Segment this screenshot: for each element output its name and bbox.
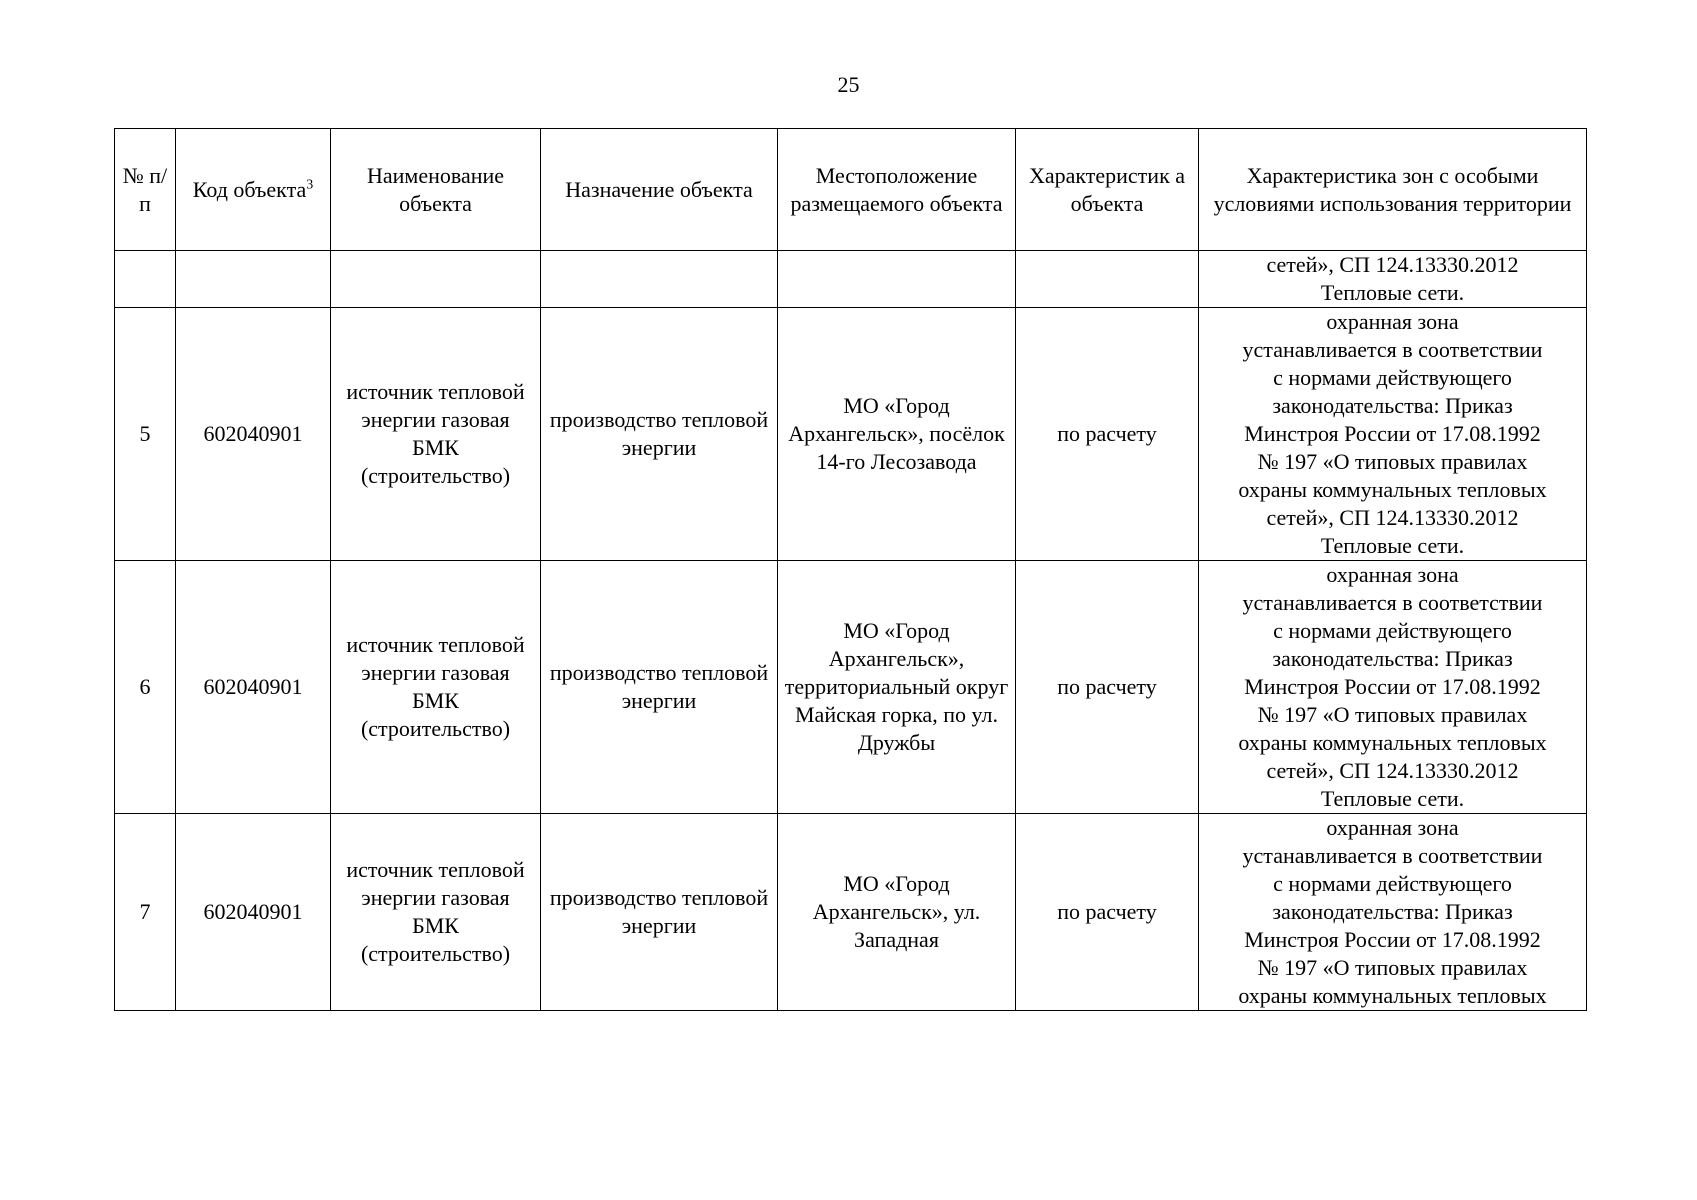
zone-line: с нормами действующего (1273, 618, 1512, 643)
zone-line: № 197 «О типовых правилах (1257, 449, 1528, 474)
zone-line: законодательства: Приказ (1272, 393, 1513, 418)
cell-name: источник тепловой энергии газовая БМК (строительство) (331, 308, 541, 561)
table-row (115, 561, 1587, 814)
cell-num (115, 251, 176, 308)
zone-line: охранная зона (1326, 309, 1459, 334)
cell-characteristic (1016, 251, 1199, 308)
cell-code: 602040901 (176, 814, 331, 1011)
cell-purpose (541, 251, 778, 308)
cell-zones (1199, 308, 1587, 561)
cell-location: МО «Город Архангельск», посёлок 14-го Лесозавода (778, 308, 1016, 561)
zone-line: Тепловые сети. (1320, 533, 1465, 558)
cell-num: 7 (115, 814, 176, 1011)
cell-purpose: производство тепловой энергии (541, 561, 778, 814)
cell-characteristic: по расчету (1016, 814, 1199, 1011)
page-number: 25 (837, 72, 860, 97)
cell-name: источник тепловой энергии газовая БМК (строительство) (331, 561, 541, 814)
zone-line: Минстроя России от 17.08.1992 (1244, 421, 1541, 446)
zone-line: устанавливается в соответствии (1242, 590, 1543, 615)
cell-location (778, 251, 1016, 308)
zone-line: сетей», СП 124.13330.2012 (1266, 252, 1519, 277)
footnote-marker: 3 (306, 177, 314, 193)
cell-characteristic: по расчету (1016, 308, 1199, 561)
cell-purpose: производство тепловой энергии (541, 814, 778, 1011)
header-characteristic: Характеристик а объекта (1016, 129, 1199, 251)
zone-line: охранная зона (1326, 562, 1459, 587)
header-num: № п/п (115, 129, 176, 251)
cell-purpose: производство тепловой энергии (541, 308, 778, 561)
cell-code: 602040901 (176, 561, 331, 814)
cell-code (176, 251, 331, 308)
header-zones: Характеристика зон с особыми условиями использования территории (1199, 129, 1587, 251)
zone-line: Минстроя России от 17.08.1992 (1244, 927, 1541, 952)
cell-name: источник тепловой энергии газовая БМК (строительство) (331, 814, 541, 1011)
zone-line: охраны коммунальных тепловых (1238, 730, 1547, 755)
zone-line: охраны коммунальных тепловых (1238, 983, 1547, 1008)
header-code-label: Код объекта (192, 176, 307, 202)
zone-line: Минстроя России от 17.08.1992 (1244, 674, 1541, 699)
objects-table (114, 128, 1587, 1011)
table-header-row (115, 129, 1587, 251)
zone-line: с нормами действующего (1273, 365, 1512, 390)
zone-line: Тепловые сети. (1320, 786, 1465, 811)
cell-zones (1199, 814, 1587, 1011)
zone-line: законодательства: Приказ (1272, 646, 1513, 671)
header-code (176, 129, 331, 251)
cell-num: 5 (115, 308, 176, 561)
table-row (115, 814, 1587, 1011)
zone-line: № 197 «О типовых правилах (1257, 955, 1528, 980)
cell-num: 6 (115, 561, 176, 814)
table-row (115, 308, 1587, 561)
zone-line: сетей», СП 124.13330.2012 (1266, 505, 1519, 530)
zone-line: устанавливается в соответствии (1242, 337, 1543, 362)
header-purpose: Назначение объекта (541, 129, 778, 251)
cell-location: МО «Город Архангельск», ул. Западная (778, 814, 1016, 1011)
zone-line: № 197 «О типовых правилах (1257, 702, 1528, 727)
header-name: Наименование объекта (331, 129, 541, 251)
cell-characteristic: по расчету (1016, 561, 1199, 814)
cell-zones (1199, 561, 1587, 814)
header-location: Местоположение размещаемого объекта (778, 129, 1016, 251)
zone-line: с нормами действующего (1273, 871, 1512, 896)
zone-line: охранная зона (1326, 815, 1459, 840)
table-row-continuation (115, 251, 1587, 308)
cell-location: МО «Город Архангельск», территориальный округ Майская горка, по ул. Дружбы (778, 561, 1016, 814)
cell-code: 602040901 (176, 308, 331, 561)
zone-line: устанавливается в соответствии (1242, 843, 1543, 868)
cell-zones (1199, 251, 1587, 308)
zone-line: охраны коммунальных тепловых (1238, 477, 1547, 502)
cell-name (331, 251, 541, 308)
zone-line: законодательства: Приказ (1272, 899, 1513, 924)
zone-line: сетей», СП 124.13330.2012 (1266, 758, 1519, 783)
zone-line: Тепловые сети. (1320, 280, 1465, 305)
